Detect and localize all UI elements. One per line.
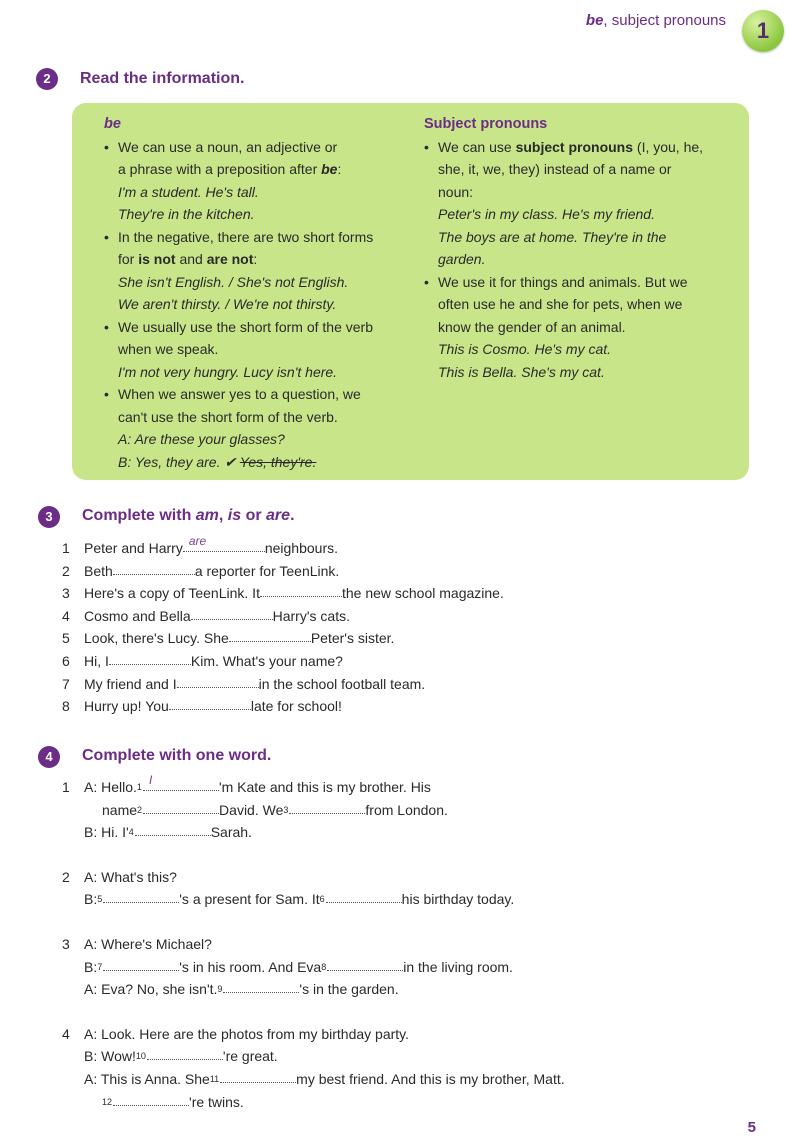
answer-blank[interactable] (229, 627, 311, 642)
pronouns-bullet-2: • We use it for things and animals. But we (424, 271, 742, 294)
exercise-2-title: Read the information. (80, 70, 245, 87)
answer-blank[interactable] (191, 605, 273, 620)
check-icon: ✔ (224, 453, 237, 470)
answer-blank[interactable]: are (183, 537, 265, 552)
answer-blank-10[interactable] (147, 1045, 223, 1060)
dialogue-3: 3 A: Where's Michael? (62, 935, 212, 952)
dialogue-2: 2 A: What's this? (62, 868, 177, 885)
exercise-3-list (62, 534, 504, 718)
unit-badge: 1 (742, 10, 784, 52)
answer-blank[interactable] (169, 695, 251, 710)
page-number: 5 (747, 1119, 756, 1136)
grammar-info-box (72, 103, 749, 480)
answer-blank[interactable] (177, 673, 259, 688)
subject-pronouns-column: Subject pronouns • We can use subject pronouns (I, you, he, she, it, we, they) instead of a name or noun: Peter's in my class. He's my friend. The boys are at home. They're in the garden. • We use it for things and animals. But we often use he and she for pets, when we know the gender of an animal. This is Cosmo. He's my cat. This is Bella. She's my cat. (424, 113, 742, 383)
answer-blank-2[interactable] (143, 799, 219, 814)
dialogue-1: 1 A: Hello. 1 I 'm Kate and this is my brother. His (62, 773, 431, 795)
exercise-3-number: 3 (38, 506, 60, 528)
answer-blank[interactable] (109, 650, 191, 665)
exercise-3-item: 4 Cosmo and Bella Harry's cats. (62, 605, 504, 628)
be-bullet-3: • We usually use the short form of the verb (104, 316, 409, 339)
be-bullet-1: • We can use a noun, an adjective or (104, 136, 409, 159)
crossed-out-example: Yes, they're. (239, 453, 317, 470)
answer-blank-8[interactable] (327, 956, 403, 971)
pronouns-bullet-1: • We can use subject pronouns (I, you, he, (424, 136, 742, 159)
dialogue-4: 4 A: Look. Here are the photos from my birthday party. (62, 1025, 410, 1042)
exercise-4-list: 1 A: Hello. 1 I 'm Kate and this is my brother. His name 2 David. We 3 from London. B: Hi. I' 4 Sarah. 2 A: What's this? B: 5 's a present for Sam. It 6 his birthday today. 3 A: Where's Michael? B: 7 's in his room. And Eva 8 in the living room. A: Eva? No, she isn't. 9 's in the garden. 4 A: Look. Here are the photos from my birthday party. B: Wow! 10 're great. A: This is Anna. She 11 my best friend. And this is my brother, Matt. 12 're twins. (62, 773, 565, 1110)
answer-blank-1[interactable]: I (143, 776, 219, 791)
answer-blank-11[interactable] (220, 1068, 296, 1083)
be-bullet-2: • In the negative, there are two short forms (104, 226, 409, 249)
answer-blank-4[interactable] (135, 821, 211, 836)
exercise-3-item: 1 Peter and Harry are neighbours. (62, 534, 338, 556)
answer-blank[interactable] (260, 582, 342, 597)
subject-pronouns-heading: Subject pronouns (424, 116, 548, 132)
answer-blank-6[interactable] (326, 888, 402, 903)
answer-blank-3[interactable] (289, 799, 365, 814)
answer-blank-5[interactable] (103, 888, 179, 903)
answer-blank-7[interactable] (103, 956, 179, 971)
exercise-4-number: 4 (38, 746, 60, 768)
answer-blank-12[interactable] (113, 1091, 189, 1106)
exercise-3-item: 3 Here's a copy of TeenLink. It the new school magazine. (62, 582, 504, 605)
be-heading: be (104, 116, 121, 132)
exercise-4-title: Complete with one word. (82, 747, 272, 764)
exercise-2-number: 2 (36, 68, 58, 90)
exercise-3-item: 2 Beth a reporter for TeenLink. (62, 560, 504, 583)
answer-blank[interactable] (113, 560, 195, 575)
exercise-3-item: 5 Look, there's Lucy. She Peter's sister. (62, 627, 504, 650)
be-column: be • We can use a noun, an adjective or a phrase with a preposition after be: I'm a student. He's tall. They're in the kitchen. • In the negative, there are two short forms for is not and are not: She isn't English. / She's not English. We aren't thirsty. / We're not thirsty. • We usually use the short form of the verb when we speak. I'm not very hungry. Lucy isn't here. • When we answer yes to a question, we can't use the short form of the verb. A: Are these your glasses? B: Yes, they are. ✔ Yes, they're. (104, 113, 409, 473)
exercise-3-item: 8 Hurry up! You late for school! (62, 695, 504, 718)
exercise-3-item: 6 Hi, I Kim. What's your name? (62, 650, 504, 673)
exercise-3-item: 7 My friend and I in the school football team. (62, 673, 504, 696)
exercise-3-title: Complete with am, is or are. (82, 507, 295, 524)
answer-blank-9[interactable] (223, 978, 299, 993)
section-title: be, subject pronouns (585, 12, 726, 29)
be-bullet-4: • When we answer yes to a question, we (104, 383, 409, 406)
